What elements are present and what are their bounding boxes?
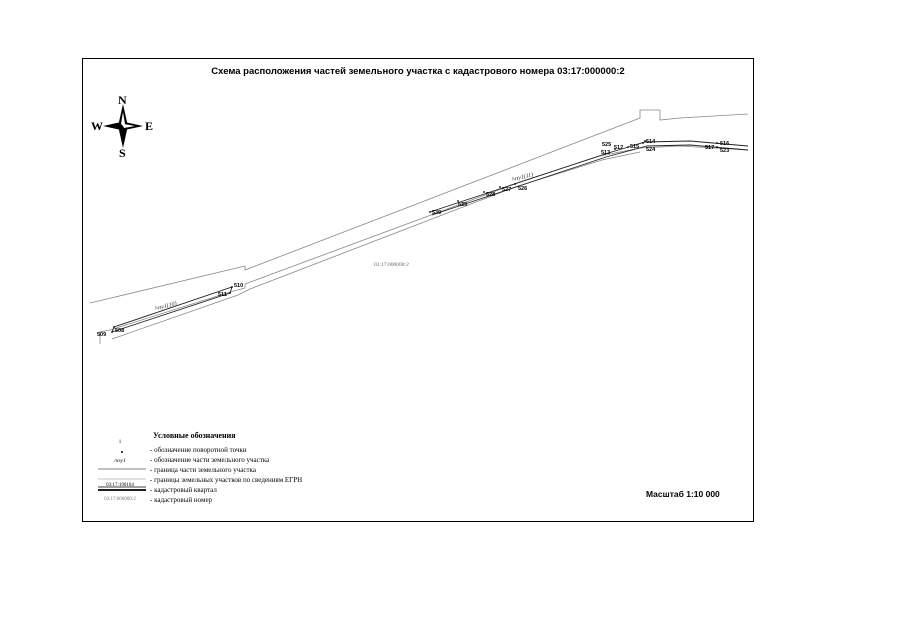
point-label-528: 528 [486, 192, 496, 198]
legend-cadastral-sample: 03:17:000000:2 [104, 497, 136, 502]
compass-icon [91, 93, 153, 160]
cadastral-number-label: 03:17:000000:2 [374, 262, 409, 268]
point-label-515: 515 [630, 144, 640, 150]
legend-item-cadastral-number: - кадастровый номер [150, 496, 213, 504]
legend-quarter-sample: 03:17:190104 [106, 483, 134, 488]
part-label-11: /чзу1(11) [511, 172, 534, 183]
point-label-509: 509 [97, 332, 107, 338]
legend-part-sample: /чзу1 [114, 458, 126, 464]
compass-east: E [145, 119, 154, 133]
point-label-516: 516 [720, 141, 730, 147]
part-label-10: /чзу1(10) [154, 301, 178, 312]
legend-item-part-designation: - обозначение части земельного участка [150, 456, 270, 464]
legend-title: Условные обозначения [153, 431, 236, 440]
legend-item-part-boundary: - граница части земельного участка [150, 466, 256, 474]
point-label-529: 529 [458, 202, 468, 208]
legend-item-egrn-boundaries: - границы земельных участков по сведениям ЕГРН [150, 476, 303, 484]
point-label-517: 517 [705, 145, 715, 151]
egrn-parcel-boundary [90, 110, 748, 344]
compass-west: W [91, 119, 103, 133]
point-label-526: 526 [518, 186, 528, 192]
point-label-510: 510 [234, 283, 244, 289]
point-label-508: 508 [115, 328, 125, 334]
legend-point-icon [121, 451, 123, 453]
point-label-511: 511 [218, 292, 227, 298]
point-label-514: 514 [646, 139, 656, 145]
legend-item-turning-point: - обозначение поворотной точки [150, 446, 247, 454]
point-label-512: 512 [614, 145, 624, 151]
point-label-530: 530 [432, 210, 442, 216]
point-label-523: 523 [720, 148, 730, 154]
point-label-524: 524 [646, 147, 656, 153]
point-label-527: 527 [502, 187, 512, 193]
scale-label: Масштаб 1:10 000 [646, 489, 720, 499]
legend-item-cadastral-quarter: - кадастровый квартал [150, 486, 217, 494]
point-label-513: 513 [601, 150, 611, 156]
map-title: Схема расположения частей земельного участка с кадастрового номера 03:17:000000:2 [211, 66, 625, 77]
compass-south: S [119, 146, 126, 160]
part-boundary [112, 141, 748, 332]
legend-point-number: 1 [118, 440, 122, 445]
turning-points [111, 140, 718, 333]
point-label-525: 525 [602, 142, 612, 148]
compass-north: N [118, 93, 127, 107]
